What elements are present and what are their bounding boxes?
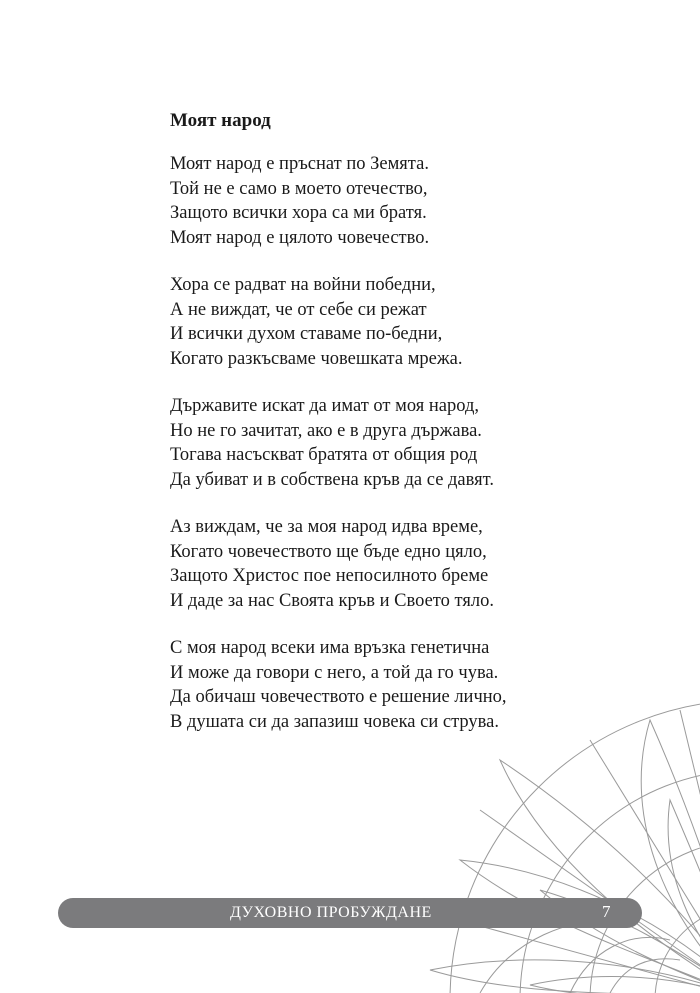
poem-line: Моят народ е пръснат по Земята. (170, 154, 429, 174)
page-number: 7 (602, 902, 611, 921)
poem-line: Когато разкъсваме човешката мрежа. (170, 348, 463, 369)
stanza-1 (170, 152, 640, 250)
poem-line: И даде за нас Своята кръв и Своето тяло. (170, 590, 494, 611)
poem-line: И може да говори с него, а той да го чува. (170, 662, 499, 683)
poem-line: Да убиват и в собствена кръв да се давят. (170, 469, 494, 490)
poem-line: В душата си да запазиш човека си струва. (170, 711, 499, 732)
stanza-4 (170, 515, 640, 613)
poem-line: Хора се радват на войни победни, (170, 275, 436, 295)
stanza-5 (170, 636, 640, 734)
poem-line: Той не е само в моето отечество, (170, 178, 428, 199)
poem-line: Държавите искат да имат от моя народ, (170, 396, 479, 416)
poem-title: Моят народ (170, 110, 271, 131)
poem-line: Да обичаш човечеството е решение лично, (170, 687, 507, 707)
poem-line: Когато човечеството ще бъде едно цяло, (170, 541, 487, 562)
poem-line: А не виждат, че от себе си режат (170, 299, 427, 320)
poem-line: Моят народ е цялото човечество. (170, 227, 430, 248)
poem-line: С моя народ всеки има връзка генетична (170, 638, 490, 658)
poem-line: Защото всички хора са ми братя. (170, 203, 427, 223)
poem-line: Но не го зачитат, ако е в друга държава. (170, 420, 482, 441)
stanza-2 (170, 273, 640, 371)
poem-line: И всички духом ставаме по-бедни, (170, 324, 443, 344)
footer-title: ДУХОВНО ПРОБУЖДАНЕ (230, 904, 432, 921)
poem-line: Тогава насъскват братята от общия род (170, 445, 478, 465)
poem-line: Аз виждам, че за моя народ идва време, (170, 517, 483, 537)
stanza-3 (170, 394, 640, 492)
poem-line: Защото Христос пое непосилното бреме (170, 566, 489, 586)
poem (170, 108, 640, 757)
